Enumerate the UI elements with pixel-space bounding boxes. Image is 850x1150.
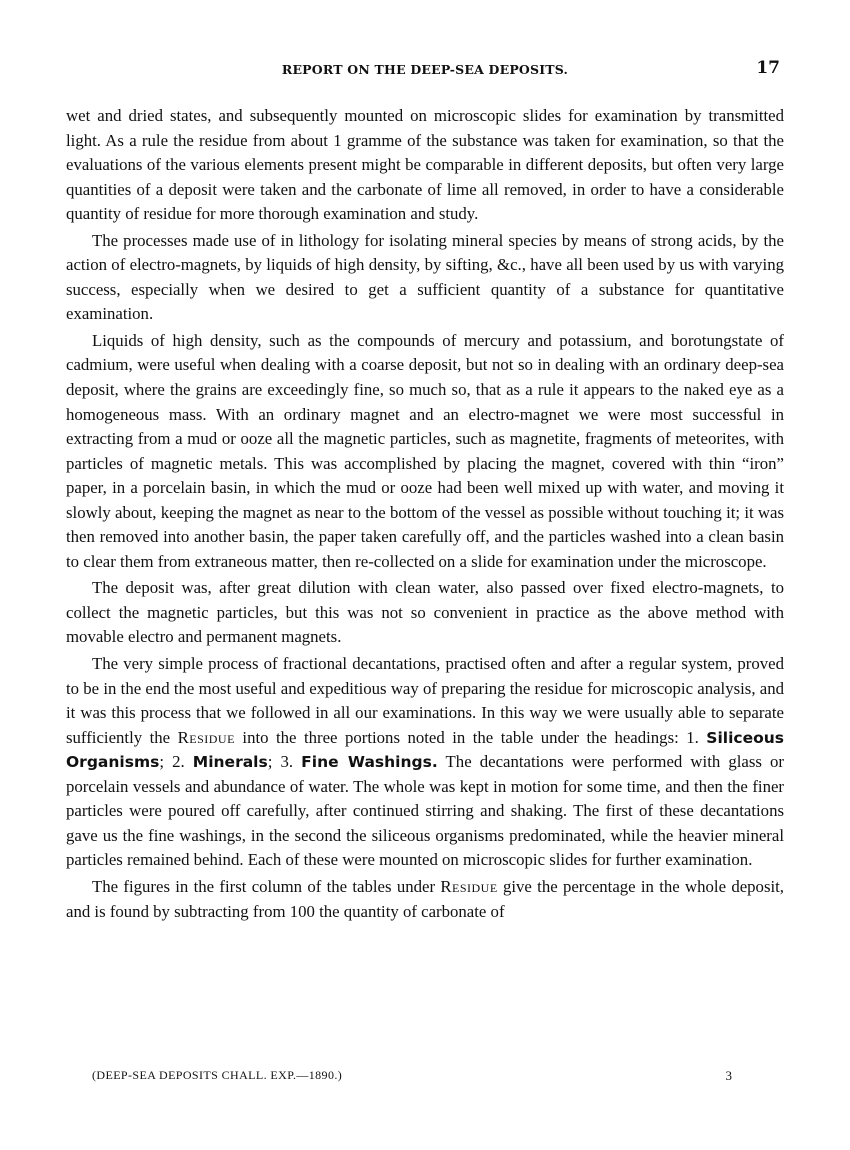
signature-mark: 3 (725, 1068, 732, 1083)
paragraph-2: The processes made use of in lithology for isolating mineral species by means of strong acids, by the action of electro-magnets, by liquids of high density, by sifting, &c., have all been used by us with varying success, especially when we desired to get a sufficient quantity of a substance for quantitative examination. (66, 230, 784, 324)
source-line: (DEEP-SEA DEPOSITS CHALL. EXP.—1890.) (92, 1068, 343, 1082)
paragraph-6 (66, 875, 784, 924)
paragraph-5-text-a: The very simple process of fractional decantations, practised often and after a regular system, proved to be in the end the most useful and expeditious way of preparing the residue for microscopic analysis, and it was this process that we followed in all our examinations. In this way we were usually able to separate sufficiently the (66, 654, 784, 747)
paragraph-5-text-d: ; 3. (267, 752, 302, 772)
minerals-term: Minerals (192, 753, 268, 772)
fine-washings-term: Fine Washings. (301, 753, 438, 772)
page-number: 17 (756, 58, 780, 78)
paragraph-6-text-a: The figures in the first column of the tables under (92, 876, 441, 896)
residue-term: Residue (177, 727, 235, 747)
paragraph-5-text-c: ; 2. (159, 752, 193, 772)
paragraph-1: wet and dried states, and subsequently mounted on microscopic slides for examination by transmitted light. As a rule the residue from about 1 gramme of the substance was taken for examination, so that the evaluations of the various elements present might be comparable in different deposits, but often very large quantities of a deposit were taken and the carbonate of lime all removed, in order to have a considerable quantity of residue for more thorough examination and study. (66, 106, 784, 224)
page-footer (92, 1068, 732, 1090)
page-header (66, 58, 784, 86)
body-text (66, 104, 784, 926)
running-title: REPORT ON THE DEEP-SEA DEPOSITS. (281, 62, 569, 77)
paragraph-3: Liquids of high density, such as the compounds of mercury and potassium, and borotungstate of cadmium, were useful when dealing with a coarse deposit, but not so in dealing with an ordinary deep-sea deposit, where the grains are exceedingly fine, so much so, that as a rule it appears to the naked eye as a homogeneous mass. With an ordinary magnet and an electro-magnet we were most successful in extracting from a mud or ooze all the magnetic particles, such as magnetite, fragments of meteorites, with particles of magnetic metals. This was accomplished by placing the magnet, covered with thin “iron” paper, in a porcelain basin, in which the mud or ooze had been well mixed up with water, and moving it slowly about, keeping the magnet as near to the bottom of the vessel as possible without touching it; it was then removed into another basin, the paper taken carefully off, and the particles washed into a clean basin to clear them from extraneous matter, then re-collected on a slide for examination under the microscope. (66, 330, 784, 571)
paragraph-5-text-e: The decantations were performed with glass or porcelain vessels and abundance of water. The whole was kept in motion for some time, and then the finer particles were poured off carefully, after continued stirring and shaking. The first of these decantations gave us the fine washings, in the second the siliceous organisms predominated, while the heavier mineral particles remained behind. Each of these were mounted on microscopic slides for further examination. (66, 752, 784, 870)
paragraph-5-text-b: into the three portions noted in the table under the headings: 1. (234, 727, 707, 747)
residue-term: Residue (440, 876, 498, 896)
paragraph-6-text-b: give the percentage in the whole deposit, and is found by subtracting from 100 the quantity of carbonate of (66, 876, 784, 921)
siliceous-organisms-term: Siliceous Organisms (66, 728, 785, 772)
paragraph-4: The deposit was, after great dilution with clean water, also passed over fixed electro-magnets, to collect the magnetic particles, but this was not so convenient in practice as the above method with movable electro and permanent magnets. (66, 578, 784, 647)
paragraph-5 (66, 652, 784, 873)
